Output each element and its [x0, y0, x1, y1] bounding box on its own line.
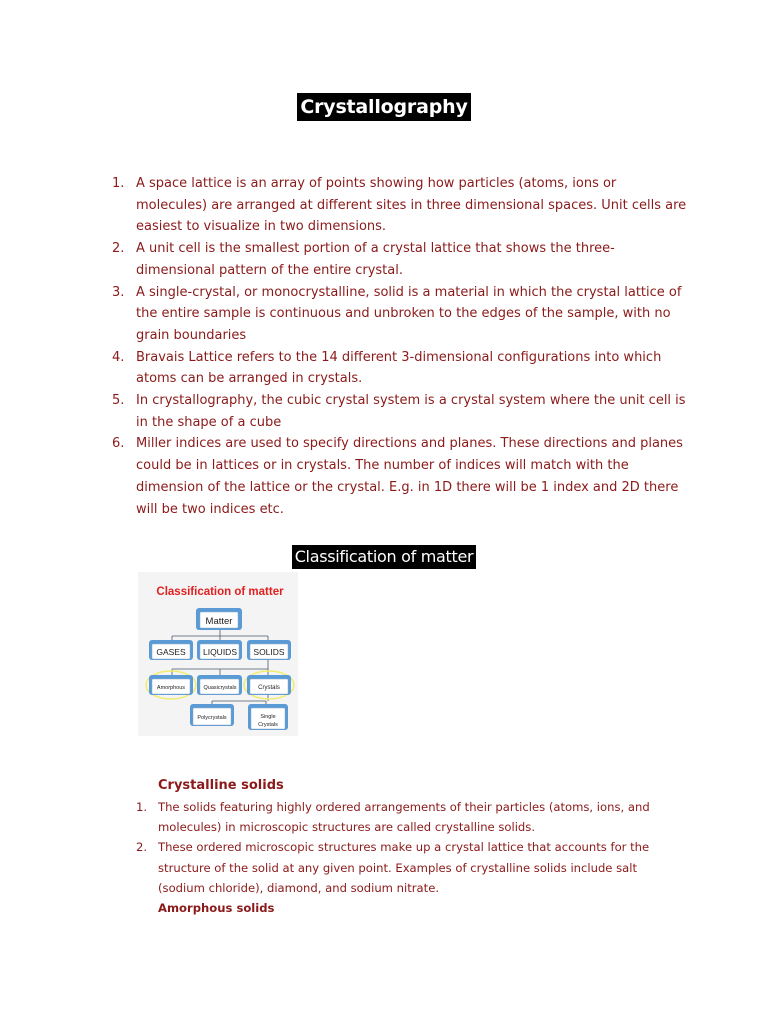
- list-number: 1.: [112, 176, 125, 191]
- node-quasicrystals: [197, 675, 242, 695]
- list-number: 2.: [136, 840, 148, 855]
- node-polycrystals: [190, 704, 234, 726]
- node-label: Matter: [205, 616, 233, 627]
- list-item: [108, 282, 688, 347]
- crystalline-list: [134, 797, 674, 898]
- node-label-single: Single: [260, 714, 276, 720]
- list-item-text: A single-crystal, or monocrystalline, solid is a material in which the crystal lattice of the entire sample is continuous and unbroken to the edges of the sample, with no grain boundaries: [136, 284, 682, 343]
- node-gases: [149, 640, 193, 660]
- list-item: [134, 837, 674, 898]
- node-solids: [247, 640, 291, 660]
- node-crystals: [247, 675, 291, 695]
- list-item-text: A unit cell is the smallest portion of a crystal lattice that shows the three-dimensional pattern of the entire crystal.: [136, 241, 615, 278]
- node-single-crystals: [248, 704, 288, 730]
- definitions-list: [108, 173, 688, 520]
- list-item-text: These ordered microscopic structures make up a crystal lattice that accounts for the structure of the solid at any given point. Examples of crystalline solids include salt (sodium chloride), diamond, and sodium nitrate.: [158, 840, 650, 895]
- page-title: Crystallography: [297, 93, 470, 121]
- title-wrap: [0, 93, 768, 121]
- diagram-title: Classification of matter: [156, 586, 284, 598]
- node-label: Polycrystals: [197, 715, 227, 721]
- list-item-text: Miller indices are used to specify directions and planes. These directions and planes could be in lattices or in crystals. The number of indices will match with the dimension of the lattice or the crystal. E.g. in 1D there will be 1 index and 2D there will be two indices etc.: [136, 436, 683, 517]
- classification-diagram: [138, 572, 298, 736]
- list-item-text: The solids featuring highly ordered arrangements of their particles (atoms, ions, and molecules) in microscopic structures are called crystalline solids.: [158, 800, 650, 835]
- crystalline-heading: Crystalline solids: [158, 778, 284, 793]
- list-number: 1.: [136, 800, 148, 814]
- list-item: [108, 347, 688, 390]
- node-matter: [196, 608, 242, 630]
- node-label: Crystals: [258, 685, 280, 691]
- section-title-wrap: [0, 545, 768, 569]
- node-label: Quasicrystals: [203, 685, 237, 691]
- list-item: [108, 390, 688, 433]
- list-number: 3.: [112, 284, 125, 300]
- list-number: 6.: [112, 436, 125, 452]
- list-item-text: A space lattice is an array of points showing how particles (atoms, ions or molecules) are arranged at different sites in three dimensional spaces. Unit cells are easiest to visualize in two dimensions.: [136, 176, 687, 235]
- node-label: SOLIDS: [253, 647, 285, 657]
- node-label-crystals: Crystals: [258, 722, 278, 728]
- list-item: [108, 433, 688, 520]
- list-item: [108, 173, 688, 238]
- node-liquids: [197, 640, 242, 660]
- list-item: [108, 238, 688, 281]
- node-label: LIQUIDS: [202, 647, 238, 657]
- amorphous-heading: Amorphous solids: [158, 901, 275, 915]
- list-number: 4.: [112, 349, 125, 365]
- list-number: 5.: [112, 393, 125, 409]
- node-amorphous: [149, 675, 193, 695]
- node-label: Amorphous: [156, 685, 186, 691]
- section-title: Classification of matter: [292, 545, 477, 569]
- list-item: [134, 797, 674, 837]
- list-item-text: In crystallography, the cubic crystal system is a crystal system where the unit cell is in the shape of a cube: [136, 393, 686, 430]
- list-item-text: Bravais Lattice refers to the 14 different 3-dimensional configurations into which atoms can be arranged in crystals.: [136, 349, 662, 387]
- list-number: 2.: [112, 241, 125, 257]
- node-label: GASES: [156, 647, 186, 657]
